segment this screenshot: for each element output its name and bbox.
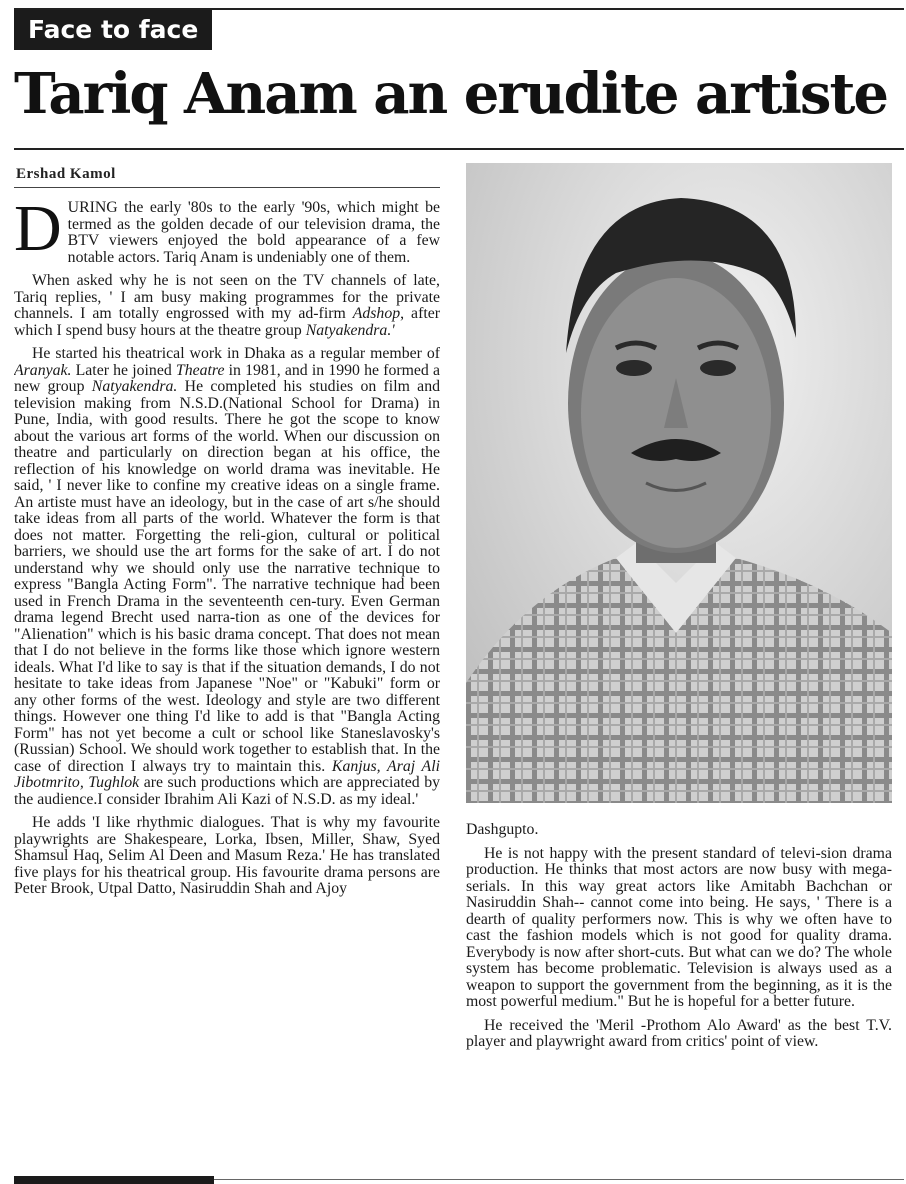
article-paragraph-1: DURING the early '80s to the early '90s, which might be termed as the golden decade of our television drama, the BTV viewers enjoyed the bold appearance of a few notable actors. Tariq Anam is undeniably one of them. (14, 200, 440, 266)
article-paragraph-4-continued: Dashgupto. (466, 822, 539, 838)
article-paragraph-3: He started his theatrical work in Dhaka as a regular member of Aranyak. Later he joined Theatre in 1981, and in 1990 he formed a new group Natyakendra. He completed his studies on film and television making from N.S.D.(National School for Drama) in Pune, India, with good results. There he got the scope to know about the various art forms of the world. When our discussion on theatre and particularly on direction began at his office, the reflection of his knowledge on world drama was inevitable. He said, ' I never like to confine my creative ideas on a single frame. An artiste must have an ideology, but in the case of art s/he should take ideas from all parts of the world. Whatever the form is that does not matter. Forgetting the reli-gion, cultural or political barriers, we should use the art forms for the sake of art. I do not understand why we should only use the narrative technique to express "Bangla Acting Form". The narrative technique had been used in French Drama in the seventeenth cen-tury. Even German drama legend Brecht used narra-tion as one of the devices for "Alienation" which is his basic drama concept. That does not mean that I do not believe in the forms like those which ignore western ideals. What I'd like to say is that if the situation demands, I do not hesitate to take ideas from Japanese "Noe" or "Kabuki" form or any other forms of the west. Ideology and style are two different things. However one thing I'd like to add is that "Bangla Acting Form" has not yet become a cult or school like Staneslavosky's (Russian) School. We should work together to establish that. In the case of direction I always try to maintain this. Kanjus, Araj Ali Jibotmrito, Tughlok are such productions which are appreciated by the audience.I consider Ibrahim Ali Kazi of N.S.D. as my ideal.' (14, 345, 440, 808)
drop-cap: D (14, 200, 62, 265)
bottom-rule (214, 1179, 904, 1180)
article-column-left (14, 200, 440, 1160)
article-paragraph-6: He received the 'Meril -Prothom Alo Award' as the best T.V. player and playwright award from critics' point of view. (466, 1016, 892, 1050)
article-paragraph-5: He is not happy with the present standard of televi-sion drama production. He thinks that most actors are now busy with mega-serials. In this way great actors like Amitabh Bachchan or Nasiruddin Shah-- cannot come into being. He says, ' There is a dearth of quality performers now. This is why we often have to cast the fashion models which is not good for quality drama. Everybody is now after short-cuts. But what can we do? The whole system has become problematic. Television is always used as a weapon to support the government from the beginning, as it is the most powerful medium." But he is hopeful for a better future. (466, 844, 892, 1010)
byline-name: Ershad Kamol (16, 166, 116, 182)
bottom-bar (14, 1176, 214, 1184)
article-paragraph-4: He adds 'I like rhythmic dialogues. That is why my favourite playwrights are Shakespeare, Lorka, Ibsen, Miller, Shaw, Syed Shamsul Haq, Selim Al Deen and Masum Reza.' He has translated five plays for his theatrical group. His favourite drama persons are Peter Brook, Utpal Datto, Nasiruddin Shah and Ajoy (14, 814, 440, 897)
portrait-illustration (466, 163, 892, 803)
byline (16, 166, 116, 183)
portrait-photo (466, 163, 892, 803)
section-label: Face to face (14, 10, 212, 50)
headline: Tariq Anam an erudite artiste (14, 61, 887, 127)
article-paragraph-2: When asked why he is not seen on the TV channels of late, Tariq replies, ' I am busy making programmes for the private channels. I am totally engrossed with my ad-firm Adshop, after which I spend busy hours at the theatre group Natyakendra.' (14, 272, 440, 339)
article-column-right (466, 822, 892, 1152)
byline-rule (14, 187, 440, 188)
headline-rule (14, 148, 904, 150)
